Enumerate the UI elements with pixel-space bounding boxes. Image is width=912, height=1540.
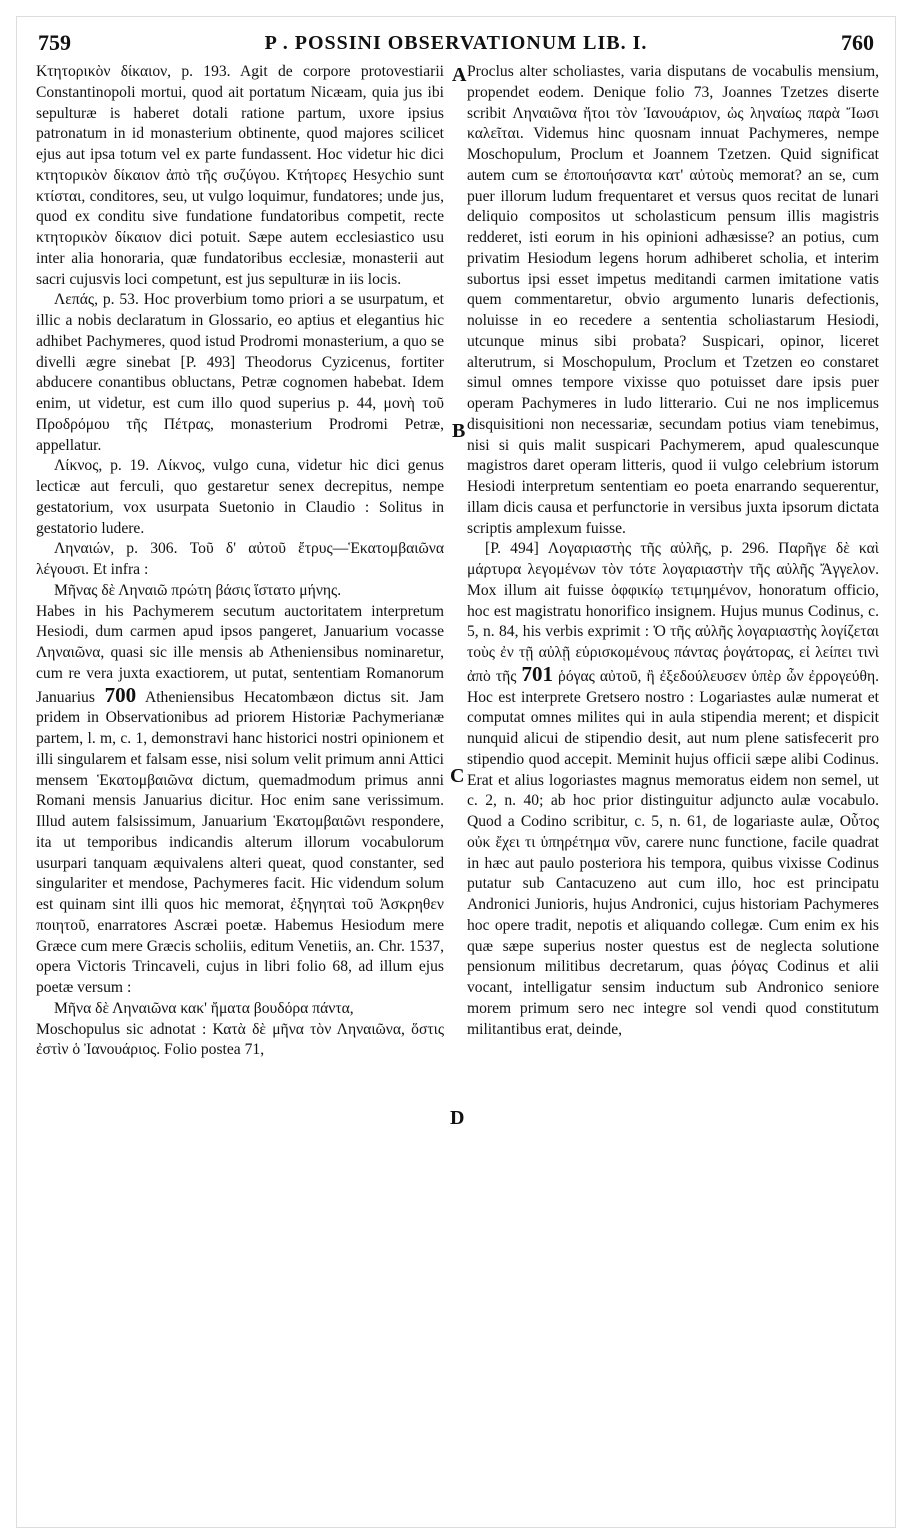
- paragraph-habes-text: Habes in his Pachymerem secutum auctoritatem interpretum Hesiodi, dum carmen apud ipsos pangeret, Januarium vocasse Ληναιῶνα, quasi sic ille mensis ab Atheniensibus nominaretur, cum re vera juxta exactiorem, ut putat, sententiam Romanorum Januarius: [36, 602, 444, 706]
- page-number-right: 760: [841, 30, 874, 55]
- margin-letter-d: D: [450, 1107, 465, 1129]
- entry-logariastes-cont: ῥόγας αὐτοῦ, ἢ ἐξεδούλευσεν ὑπὲρ ὧν ἐρρογεύθη. Hoc est interprete Gretsero nostro : Logariastes aulæ numerat et computat omnes milites qui in aula stipendia merent; et dispicit nunquid alicui de stipendio desit, aut num plene satisfecerit pro stipendio quod accepit. Meminit hujus officii sæpe alibi Codinus. Erat et alius logoriastes magnus memoratus eidem non semel, ut c. 2, n. 40; ab hoc prior distinguitur adjuncto aulæ vocabulo. Quod a Codino scribitur, c. 5, n. 61, de logariaste aulæ, Οὗτος οὐκ ἔχει τι ὑπηρέτημα νῦν, carere nunc functione, facile quadrat in hæc aut paulo posteriora his tempora, quibus vixisse Codinus putatur sub Cantacuzeno aut cum illo, hoc est principatu Andronici Junioris, hujus Andronici, cujus historiam Pachymeres hoc opere tradit, nepotis et aliquando collegæ. Cum enim ex his quæ sæpe superius noster questus est de neglecta solutione pensionum militibus decretarum, quas ῥόγας Codinus et alii vocant, intelligatur sensim inductum sub Andronico seniore morem primum sero nec integre sol vendi quod constitutum militantibus erat, deinde,: [467, 667, 880, 1038]
- page-number-left: 759: [38, 30, 71, 55]
- paragraph-habes: [36, 602, 444, 999]
- verse-quote: Μῆνας δὲ Ληναιῶ πρώτη βάσις ἵστατο μήνης.: [54, 581, 342, 599]
- entry-liknos: Λίκνος, p. 19. Λίκνος, vulgo cuna, videtur hic dici genus lecticæ aut ferculi, quo gestaretur senex decrepitus, nempe gestatorium, vox usurpata Suetonio in Claudio : Solitus in gestatorio ludere.: [36, 457, 444, 537]
- entry-logariastes: [467, 539, 879, 1040]
- page-header: [30, 30, 882, 60]
- margin-letter-a: A: [452, 64, 467, 86]
- verse-quote-2: Μῆνα δὲ Ληναιῶνα κακ' ἤματα βουδόρα πάντα,: [54, 999, 354, 1017]
- entry-lepas: Λεπάς, p. 53. Hoc proverbium tomo priori a se usurpatum, et illic a nobis declaratum in Glossario, eo aptius et elegantius hic adhibet Pachymeres, quod istud Prodromi monasterium, a quo se divelli ægre sinebat [P. 493] Theodorus Cyzicenus, fortiter abducere conantibus obluctans, Petræ cognomen habebat. Idem enim, ut videtur, est cum illo quod superius p. 44, μονὴ τοῦ Προδρόμου τῆς Πέτρας, monasterium Prodromi Petræ, appellatur.: [36, 291, 444, 454]
- paragraph-proclus: Proclus alter scholiastes, varia disputans de vocabulis mensium, propendet eodem. Denique folio 73, Joannes Tzetzes diserte scribit Ληναιῶνα ἤτοι τὸν Ἰανουάριον, ὡς ληναίως παρὰ Ἴωσι καλεῖται. Videmus hinc quosnam innuat Pachymeres, nempe Moschopulum, Proclum et Joannem Tzetzen. Quid significat autem cum se ἐποποιήσαντα κατ' αὐτοὺς memorat? an se, cum puer illorum ludum frequentaret et versus quos recitat de lunari deliquio compositos ut scholasticum pensum illis magistris redderet, isti eorum in his opinioni adhæsisse? an potius, cum privatim Hesiodum legens horum adhiberet scholia, et interim subortus ipsi esset impetus meditandi carmen imitatione vatis quem commentaretur, obvio argumento lunaris defectionis, noluisse in eo recedere a sententia scholiastarum Hesiodi, utcunque minus sibi probata? Suspicari, opinor, liceret alterutrum, si Moschopulum, Proclum et Tzetzen eo constaret simul omnes tempore vixisse quo potuisset dare ipsis puer operam Pachymeres in ludo litterario. Cui ne nos implicemus disquisitioni non necessariæ, secundam potius viam tenebimus, nisi si quis malit suspicari Pachymerem, apud qualescunque magistros daret operam litteris, quod ii vulgo celebrium istorum Hesiodi interpretum sententiam eo poeta enarrando sequerentur, illam dicis causa et perfunctorie in versibus juxta ipsorum dictata scriptis amplexum fuisse.: [467, 63, 879, 537]
- entry-logariastes-text: [P. 494] Λογαριαστὴς τῆς αὐλῆς, p. 296. Παρῆγε δὲ καὶ μάρτυρα λεγομένων τὸν τότε λογαριαστὴν τῆς αὐλῆς Ἄγγελον. Mox illum ait fuisse ὀφφικίῳ τετιμημένον, honoratum officio, hoc est magistratu honorifico insignem. Hujus munus Codinus, c. 5, n. 84, his verbis exprimit : Ὁ τῆς αὐλῆς λογαριαστὴς λογίζεται τοὺς ἐν τῇ αὐλῇ εὑρισκομένους πάντας ῥογάτορας, εἰ λείπει τινὶ ἀπὸ τῆς: [467, 540, 879, 685]
- paragraph-moschopulus: Moschopulus sic adnotat : Κατὰ δὲ μῆνα τὸν Ληναιῶνα, ὅστις ἐστὶν ὁ Ἰανουάριος. Folio postea 71,: [36, 1020, 444, 1059]
- right-column: [467, 62, 879, 1040]
- left-column: [36, 62, 444, 1061]
- running-title: P . POSSINI OBSERVATIONUM LIB. I.: [264, 32, 648, 54]
- margin-letter-c: C: [450, 765, 465, 787]
- folio-marker-700: 700: [104, 682, 137, 707]
- margin-letter-b: B: [452, 420, 466, 442]
- entry-ktetorikon: Κτητορικὸν δίκαιον, p. 193. Agit de corpore protovestiarii Constantinopoli mortui, quod ait portatum Nicæam, quia jus ibi sepulturæ is haberet dotali ratione partum, uxore ipsius patronatum in id monasterium obtinente, quod majores scilicet ejus aut ipsa totum vel ex parte fundassent. Hoc videtur hic dici κτητορικὸν δίκαιον ἀπὸ τῆς συζύγου. Κτήτορες Hesychio sunt κτίσται, conditores, seu, ut vulgo loquimur, fundatores; unde jus, quod ex conditu sive fundatione fundatoribus competit, recte κτητορικὸν δίκαιον dici potuit. Sæpe autem ecclesiastico usu inter alia honoraria, quæ fundatoribus ecclesiæ, monasterii aut sacri cujusvis loci competunt, est jus sepulturæ in iis locis.: [36, 63, 444, 288]
- folio-marker-701: 701: [521, 661, 553, 686]
- entry-lenaion: Ληναιών, p. 306. Τοῦ δ' αὐτοῦ ἔτρυς—Ἑκατομβαιῶνα λέγουσι. Et infra :: [36, 540, 444, 578]
- paragraph-habes-cont: Atheniensibus Hecatombæon dictus sit. Jam pridem in Observationibus ad priorem Historiæ Pachymerianæ partem, l. m, c. 1, demonstravi hanc historici nostri opinionem et illi singularem et falsam esse, nisi solum velit primum anni Attici mensem Ἑκατομβαιῶνα dictum, quemadmodum primus anni Romani mensis Januarius dicitur. Hoc enim sane verissimum. Illud autem falsissimum, Januarium Ἑκατομβαιῶνι respondere, ita ut temporibus indicandis alterum illorum vocabulorum usurpari tanquam æquivalens alteri queat, quod constanter, sed singulariter et mendose, Pachymeres facit. Hic videndum solum est quinam sint illi quos hic memorat, ἐξηγηταὶ τοῦ Ἀσκρηθεν ποιητοῦ, enarratores Ascræi poetæ. Habemus Hesiodum mere Græce cum mere Græcis scholiis, editum Venetiis, an. Chr. 1537, opera Victoris Trincaveli, cujus in libri folio 68, ad illum ejus poetæ versum :: [36, 688, 445, 996]
